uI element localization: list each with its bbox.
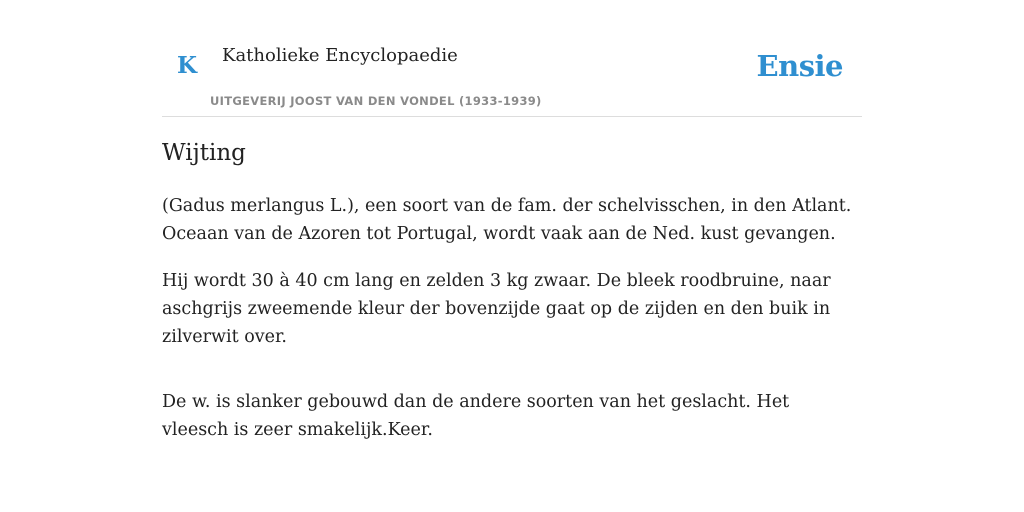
entry-title: Wijting: [162, 140, 246, 166]
entry-paragraph: De w. is slanker gebouwd dan de andere soorten van het geslacht. Het vleesch is zeer smakelijk.Keer.: [162, 392, 790, 440]
entry-paragraph: Hij wordt 30 à 40 cm lang en zelden 3 kg zwaar. De bleek roodbruine, naar aschgrijs zweemende kleur der bovenzijde gaat op de zijden en den buik in zilverwit over.: [162, 271, 831, 347]
source-title[interactable]: Katholieke Encyclopaedie: [222, 45, 458, 66]
entry-body: [162, 192, 852, 463]
brand-logo-link[interactable]: Ensie: [756, 49, 843, 83]
source-subtitle: UITGEVERIJ JOOST VAN DEN VONDEL (1933-1939): [210, 94, 542, 108]
page: [162, 0, 862, 440]
entry-paragraph: (Gadus merlangus L.), een soort van de fam. der schelvisschen, in den Atlant. Oceaan van de Azoren tot Portugal, wordt vaak aan de Ned. kust gevangen.: [162, 196, 852, 244]
source-logo[interactable]: K: [177, 52, 197, 79]
header: [162, 0, 862, 117]
